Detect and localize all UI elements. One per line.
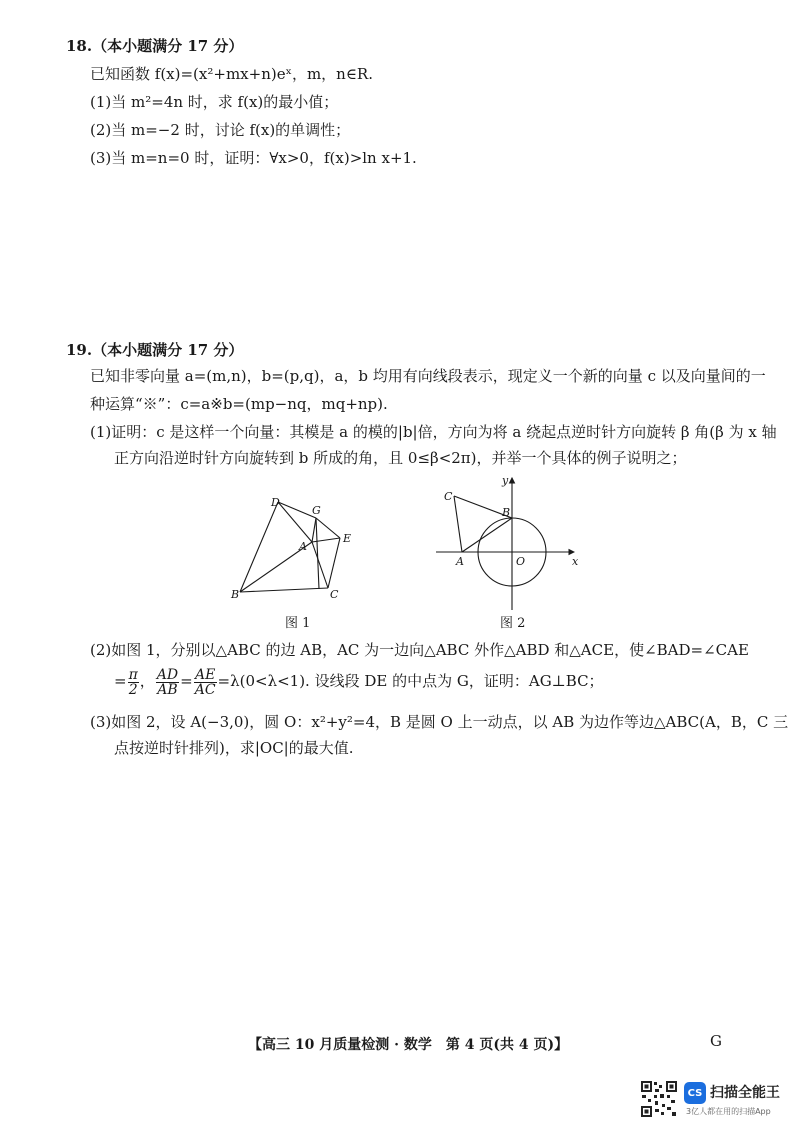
- scanner-subtitle: 3亿人都在用的扫描App: [686, 1107, 771, 1116]
- page-footer: 【高三 10 月质量检测 · 数学 第 4 页(共 4 页)】: [248, 1037, 569, 1053]
- fig2-segment-AB: [462, 518, 512, 552]
- q19-header: 19.（本小题满分 17 分）: [66, 341, 244, 359]
- q19-part2-line1: (2)如图 1，分别以△ABC 的边 AB，AC 为一边向△ABC 外作△ABD 和△ACE，使∠BAD=∠CAE: [90, 641, 749, 659]
- fig1-segment-EC: [328, 538, 340, 588]
- fig2-label-B: B: [502, 506, 511, 519]
- q19-part3-line2: 点按逆时针排列)，求|OC|的最大值.: [114, 739, 354, 757]
- fraction-AE-AC: [194, 668, 217, 697]
- fig1-segment-DG: [278, 502, 316, 518]
- fig1-label-G: G: [312, 504, 321, 517]
- figure-2: [432, 472, 582, 614]
- q18-stem: 已知函数 f(x)=(x²+mx+n)eˣ，m，n∈R.: [90, 65, 373, 83]
- frac-pi-den: 2: [128, 681, 138, 698]
- frac-AD: AD: [156, 666, 179, 683]
- fig1-segment-AC: [312, 542, 328, 588]
- fig2-segment-CA: [454, 496, 462, 552]
- fig1-segment-AE: [312, 538, 340, 542]
- camscanner-logo-icon: CS: [684, 1082, 706, 1104]
- frac-AE: AE: [194, 666, 216, 683]
- fig2-label-C: C: [444, 490, 453, 503]
- q19-part1-line1: (1)证明：c 是这样一个向量：其模是 a 的模的|b|倍，方向为将 a 绕起点逆时针方向旋转 β 角(β 为 x 轴: [90, 423, 777, 441]
- frac-pi-num: π: [128, 666, 138, 683]
- footer-corner-letter: G: [710, 1032, 722, 1050]
- q19-stem-line1: 已知非零向量 a=(m,n)，b=(p,q)，a，b 均用有向线段表示，现定义一个新的向量 c 以及向量间的一: [90, 367, 766, 385]
- qr-code-icon: [640, 1080, 678, 1118]
- fig1-label-D: D: [271, 496, 280, 509]
- q19-part3-line1: (3)如图 2，设 A(−3,0)，圆 O：x²+y²=4，B 是圆 O 上一动点，以 AB 为边作等边△ABC(A，B，C 三: [90, 713, 789, 731]
- fig1-label-B: B: [231, 588, 240, 601]
- q19-part2-comma: ，: [139, 672, 155, 690]
- fraction-AD-AB: [156, 668, 179, 697]
- q18-part1: (1)当 m²=4n 时，求 f(x)的最小值；: [90, 93, 339, 111]
- fig1-label-E: E: [343, 532, 352, 545]
- fig1-segment-GE: [316, 518, 340, 538]
- q19-part2-line2: [114, 664, 604, 698]
- figure-1: [228, 492, 368, 610]
- q18-header: 18.（本小题满分 17 分）: [66, 37, 244, 55]
- fig1-label-C: C: [330, 588, 339, 601]
- frac-AC: AC: [194, 681, 216, 698]
- q19-part2-eq-prefix: =: [114, 672, 127, 690]
- scanner-title: 扫描全能王: [710, 1085, 780, 1101]
- fig1-segment-BC: [240, 588, 328, 592]
- fig2-label-x: x: [572, 555, 579, 568]
- fig1-segment-DA: [278, 502, 312, 542]
- fig1-segment-AG: [312, 518, 316, 542]
- figure-1-caption: 图 1: [285, 616, 311, 631]
- q19-part2-rest: =λ(0<λ<1). 设线段 DE 的中点为 G，证明：AG⊥BC；: [217, 672, 604, 690]
- fig2-label-A: A: [456, 555, 464, 568]
- q19-part1-line2: 正方向沿逆时针方向旋转到 b 所成的角，且 0≤β<2π)，并举一个具体的例子说明之；: [114, 449, 687, 467]
- figure-2-caption: 图 2: [500, 616, 526, 631]
- fig1-label-A: A: [299, 540, 307, 553]
- q19-part2-eq: =: [180, 672, 193, 690]
- q19-stem-line2: 种运算“※”：c=a※b=(mp−nq，mq+np).: [90, 395, 388, 413]
- frac-AB: AB: [157, 681, 178, 698]
- q18-part2: (2)当 m=−2 时，讨论 f(x)的单调性；: [90, 121, 351, 139]
- fig2-label-O: O: [516, 555, 526, 568]
- fig2-label-y: y: [502, 474, 509, 487]
- q18-part3: (3)当 m=n=0 时，证明：∀x>0，f(x)>ln x+1.: [90, 149, 417, 167]
- fraction-pi-over-2: [128, 668, 139, 697]
